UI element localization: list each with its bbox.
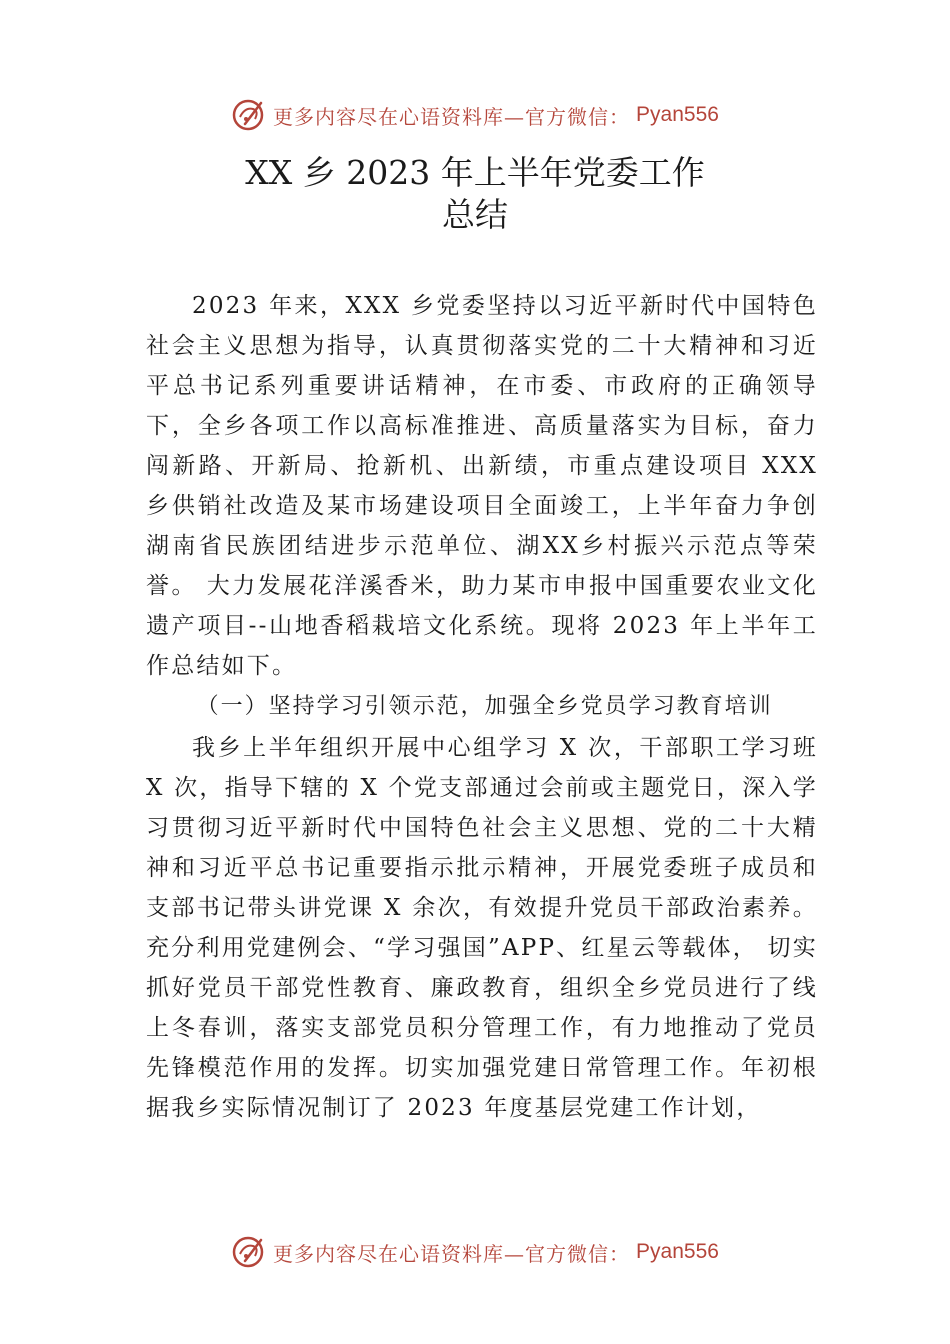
watermark-text: 更多内容尽在心语资料库—官方微信：: [273, 1241, 631, 1266]
paragraph-intro: 2023 年来，XXX 乡党委坚持以习近平新时代中国特色社会主义思想为指导，认真贯彻落实党的二十大精神和习近平总书记系列重要讲话精神，在市委、市政府的正确领导下，全乡各项工作以高标准推进、高质量落实为目标，奋力闯新路、开新局、抢新机、出新绩，市重点建设项目 XXX 乡供销社改造及某市场建设项目全面竣工，上半年奋力争创湖南省民族团结进步示范单位、湖XX乡村振兴示范点等荣誉。 大力发展花洋溪香米，助力某市申报中国重要农业文化遗产项目--山地香稻栽培文化系统。现将 2023 年上半年工作总结如下。: [146, 293, 818, 679]
title-line-2: 总结: [442, 195, 508, 234]
brand-logo-icon: [231, 1234, 267, 1270]
paragraph-section-1: 我乡上半年组织开展中心组学习 X 次，干部职工学习班 X 次，指导下辖的 X 个党支部通过会前或主题党日，深入学习贯彻习近平新时代中国特色社会主义思想、党的二十大精神和习近平总书记重要指示批示精神，开展党委班子成员和支部书记带头讲党课 X 余次，有效提升党员干部政治素养。充分利用党建例会、“学习强国”APP、红星云等载体， 切实抓好党员干部党性教育、廉政教育，组织全乡党员进行了线上冬春训，落实支部党员积分管理工作，有力地推动了党员先锋模范作用的发挥。切实加强党建日常管理工作。年初根据我乡实际情况制订了 2023 年度基层党建工作计划，: [146, 735, 818, 1121]
watermark-wechat: Pyan556: [636, 1240, 719, 1263]
brand-logo-icon: [231, 97, 267, 133]
title-line-1: XX 乡 2023 年上半年党委工作: [245, 153, 705, 192]
document-body: [146, 286, 818, 1128]
document-title: [0, 152, 950, 236]
section-heading-1: （一）坚持学习引领示范，加强全乡党员学习教育培训: [196, 694, 773, 719]
watermark-text: 更多内容尽在心语资料库—官方微信：: [273, 104, 631, 129]
watermark-banner-bottom: [0, 1232, 950, 1272]
watermark-wechat: Pyan556: [636, 103, 719, 126]
watermark-banner-top: [0, 95, 950, 135]
